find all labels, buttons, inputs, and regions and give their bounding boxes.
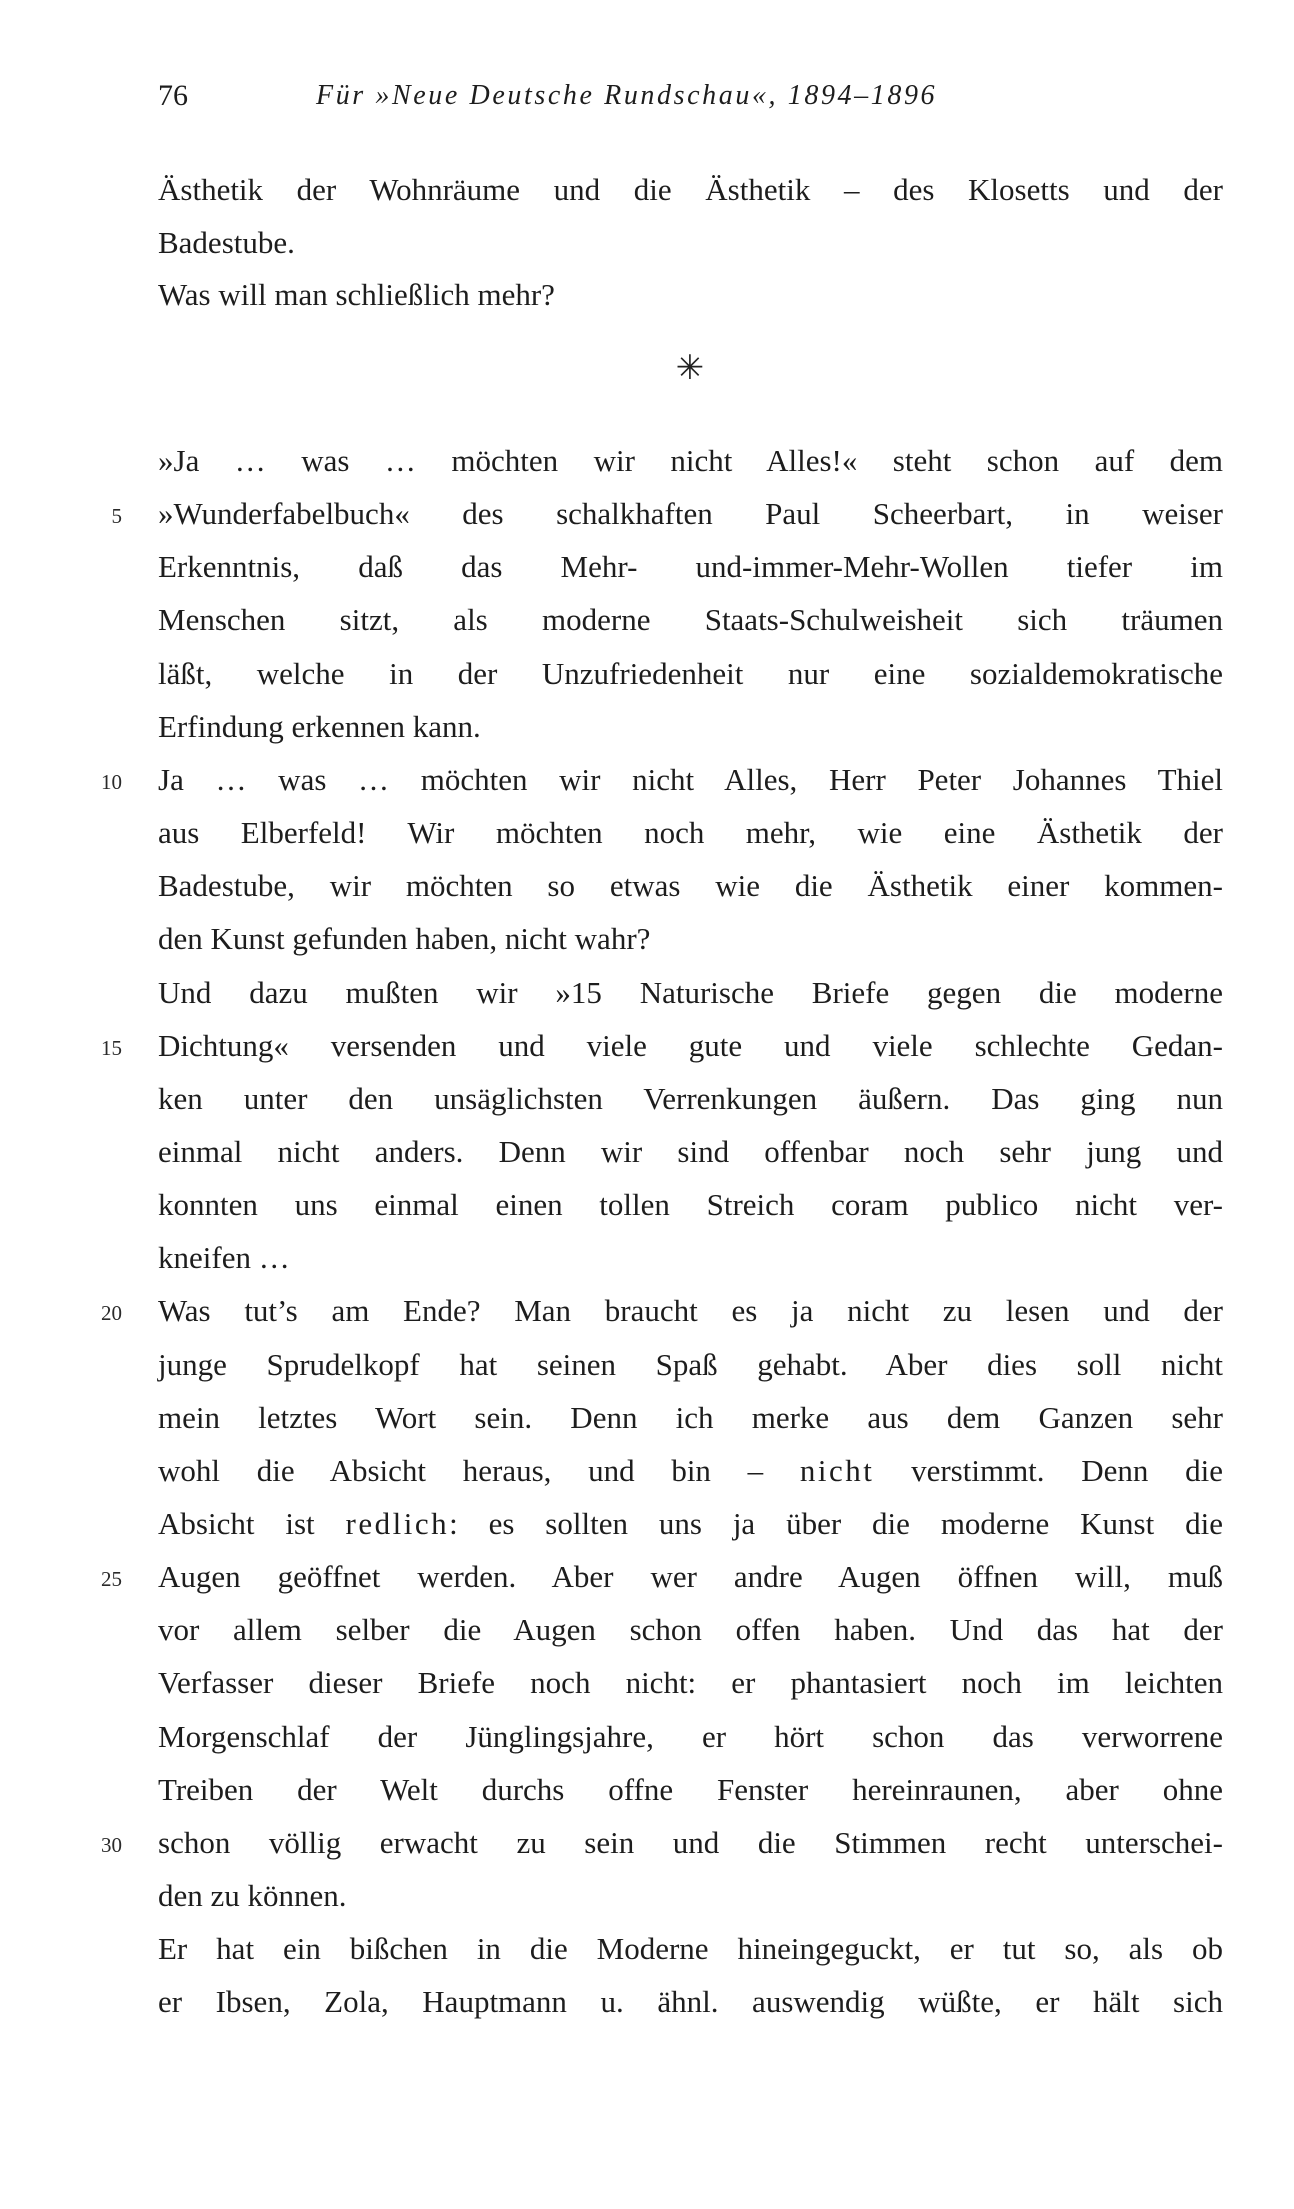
text-line: junge Sprudelkopf hat seinen Spaß gehabt. Aber dies soll nicht (158, 1347, 1223, 1382)
text-line: ken unter den unsäglichsten Verrenkungen äußern. Das ging nun (158, 1081, 1223, 1116)
text-line: er Ibsen, Zola, Hauptmann u. ähnl. auswendig wüßte, er hält sich (158, 1984, 1223, 2019)
text-segment: wohl die Absicht heraus, und bin – (158, 1453, 800, 1488)
text-line: Treiben der Welt durchs offne Fenster hereinraunen, aber ohne (158, 1772, 1223, 1807)
text-line: Er hat ein bißchen in die Moderne hineingeguckt, er tut so, als ob (158, 1931, 1223, 1966)
text-line: Badestube. (158, 225, 295, 260)
text-line: den zu können. (158, 1878, 347, 1913)
line-number: 5 (111, 504, 122, 528)
text-line: Augen geöffnet werden. Aber wer andre Augen öffnen will, muß (158, 1559, 1223, 1594)
line-number: 20 (101, 1301, 122, 1325)
text-segment: verstimmt. Denn die (874, 1453, 1223, 1488)
text-line: Ästhetik der Wohnräume und die Ästhetik – des Klosetts und der (158, 172, 1223, 207)
text-line: mein letztes Wort sein. Denn ich merke aus dem Ganzen sehr (158, 1400, 1223, 1435)
text-segment: : es sollten uns ja über die moderne Kunst die (449, 1506, 1223, 1541)
line-number: 10 (101, 770, 122, 794)
text-line: konnten uns einmal einen tollen Streich coram publico nicht ver- (158, 1187, 1223, 1222)
text-line: Ja … was … möchten wir nicht Alles, Herr Peter Johannes Thiel (158, 762, 1223, 797)
text-line: Menschen sitzt, als moderne Staats-Schulweisheit sich träumen (158, 602, 1223, 637)
text-line: Dichtung« versenden und viele gute und viele schlechte Gedan- (158, 1028, 1223, 1063)
text-line: Was will man schließlich mehr? (158, 277, 555, 312)
text-line: Erfindung erkennen kann. (158, 709, 481, 744)
text-line (158, 1508, 1223, 1539)
text-line: aus Elberfeld! Wir möchten noch mehr, wie eine Ästhetik der (158, 815, 1223, 850)
text-line: schon völlig erwacht zu sein und die Stimmen recht unterschei- (158, 1825, 1223, 1860)
text-line: »Ja … was … möchten wir nicht Alles!« steht schon auf dem (158, 443, 1223, 478)
text-line (158, 1455, 1223, 1486)
spaced-emphasis: nicht (799, 1453, 875, 1488)
text-line: Badestube, wir möchten so etwas wie die Ästhetik einer kommen- (158, 868, 1223, 903)
running-head-title: Für »Neue Deutsche Rundschau«, 1894–1896 (316, 80, 938, 111)
text-line: vor allem selber die Augen schon offen haben. Und das hat der (158, 1612, 1223, 1647)
line-number: 15 (101, 1036, 122, 1060)
text-line: läßt, welche in der Unzufriedenheit nur eine sozialdemokratische (158, 656, 1223, 691)
text-line: den Kunst gefunden haben, nicht wahr? (158, 921, 651, 956)
line-number: 30 (101, 1833, 122, 1857)
text-line: Erkenntnis, daß das Mehr- und-immer-Mehr-Wollen tiefer im (158, 549, 1223, 584)
text-line: Verfasser dieser Briefe noch nicht: er phantasiert noch im leichten (158, 1665, 1223, 1700)
spaced-emphasis: redlich (345, 1506, 450, 1541)
text-line: einmal nicht anders. Denn wir sind offenbar noch sehr jung und (158, 1134, 1223, 1169)
text-line: Was tut’s am Ende? Man braucht es ja nicht zu lesen und der (158, 1293, 1223, 1328)
text-segment: Absicht ist (158, 1506, 346, 1541)
page-number: 76 (158, 79, 188, 112)
line-number: 25 (101, 1567, 122, 1591)
text-line: kneifen … (158, 1240, 290, 1275)
text-line: Morgenschlaf der Jünglingsjahre, er hört schon das verworrene (158, 1719, 1223, 1754)
text-line: »Wunderfabelbuch« des schalkhaften Paul Scheerbart, in weiser (158, 496, 1223, 531)
section-break-asterisk-icon: ✳ (675, 348, 705, 388)
text-line: Und dazu mußten wir »15 Naturische Briefe gegen die moderne (158, 975, 1223, 1010)
